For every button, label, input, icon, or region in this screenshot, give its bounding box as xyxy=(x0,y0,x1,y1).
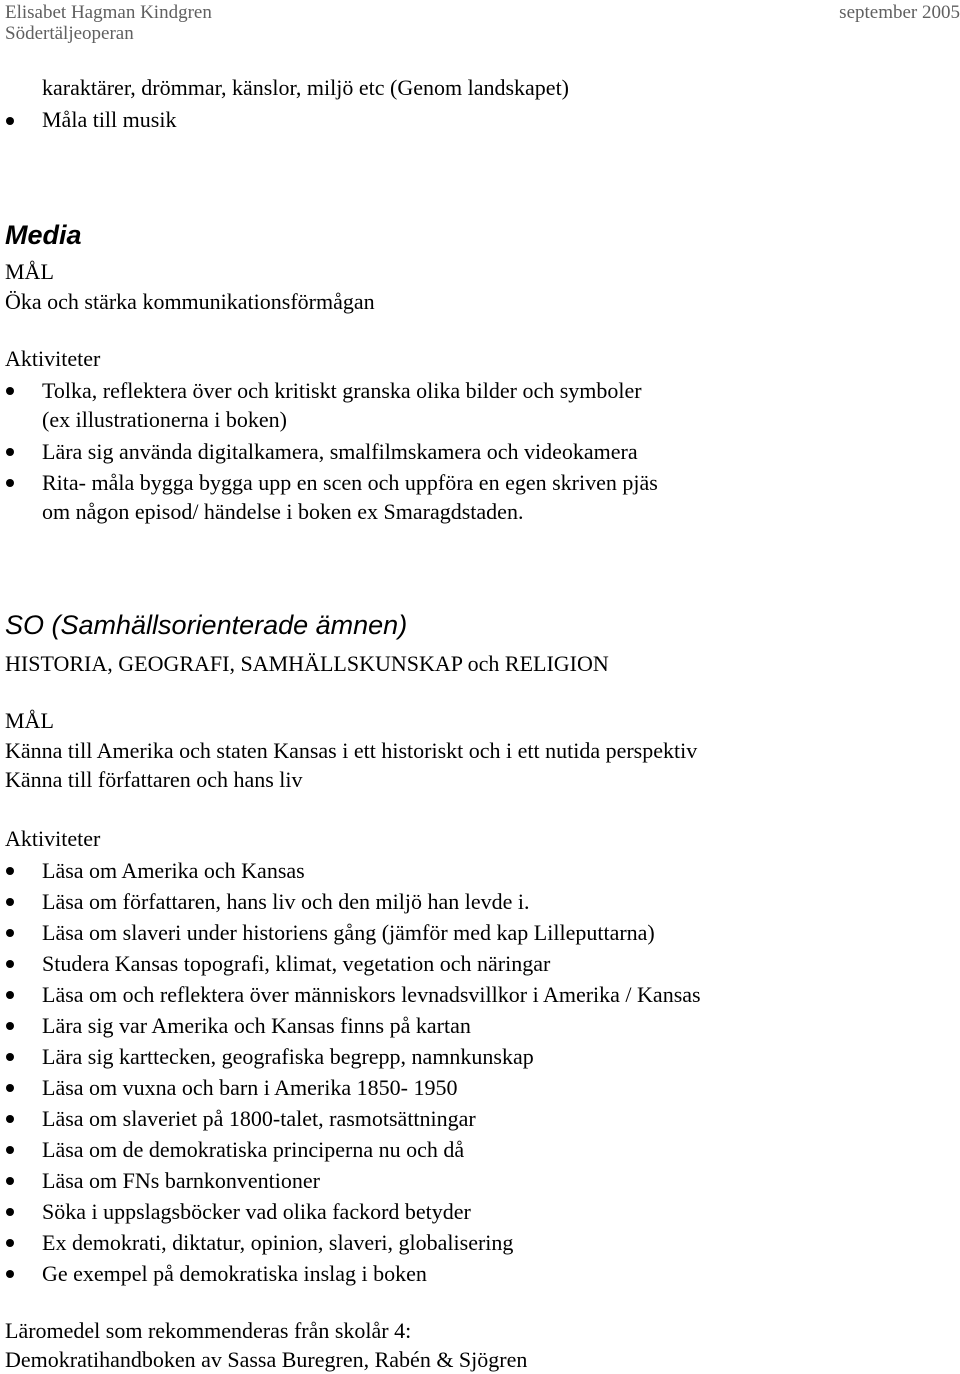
media-goal-heading: MÅL xyxy=(5,259,54,284)
list-item: Läsa om författaren, hans liv och den miljö han levde i. xyxy=(42,889,530,914)
list-item-continuation: om någon episod/ händelse i boken ex Smaragdstaden. xyxy=(42,499,524,524)
list-item: Läsa om de demokratiska principerna nu och då xyxy=(42,1137,465,1162)
list-item-continuation: (ex illustrationerna i boken) xyxy=(42,407,287,432)
bullet-icon xyxy=(6,1239,14,1247)
materials-item: Demokratihandboken av Sassa Buregren, Rabén & Sjögren xyxy=(5,1347,528,1372)
header-date: september 2005 xyxy=(839,2,960,23)
media-activities-heading: Aktiviteter xyxy=(5,346,101,371)
list-item: Läsa om och reflektera över människors levnadsvillkor i Amerika / Kansas xyxy=(42,982,701,1007)
bullet-icon xyxy=(6,448,14,456)
header-author: Elisabet Hagman Kindgren xyxy=(5,2,212,23)
bullet-icon xyxy=(6,929,14,937)
list-item: Läsa om vuxna och barn i Amerika 1850- 1950 xyxy=(42,1075,458,1100)
bullet-icon xyxy=(6,1022,14,1030)
list-item: Ex demokrati, diktatur, opinion, slaveri, globalisering xyxy=(42,1230,514,1255)
list-item: Ge exempel på demokratiska inslag i boken xyxy=(42,1261,427,1286)
so-goal-item: Känna till Amerika och staten Kansas i ett historiskt och i ett nutida perspektiv xyxy=(5,738,698,763)
bullet-icon xyxy=(6,387,14,395)
bullet-icon xyxy=(6,1053,14,1061)
list-item: Lära sig använda digitalkamera, smalfilmskamera och videokamera xyxy=(42,439,638,464)
list-item: Läsa om slaveriet på 1800-talet, rasmotsättningar xyxy=(42,1106,476,1131)
bullet-icon xyxy=(6,1146,14,1154)
bullet-icon xyxy=(6,898,14,906)
list-item: Måla till musik xyxy=(42,107,177,132)
list-item: Lära sig var Amerika och Kansas finns på kartan xyxy=(42,1013,471,1038)
list-item: Söka i uppslagsböcker vad olika fackord betyder xyxy=(42,1199,471,1224)
list-item: Studera Kansas topografi, klimat, vegetation och näringar xyxy=(42,951,551,976)
list-item: Lära sig karttecken, geografiska begrepp, namnkunskap xyxy=(42,1044,534,1069)
so-goal-item: Känna till författaren och hans liv xyxy=(5,767,303,792)
so-heading: SO (Samhällsorienterade ämnen) xyxy=(5,610,408,640)
media-heading: Media xyxy=(5,220,82,250)
bullet-icon xyxy=(6,1270,14,1278)
so-activities-heading: Aktiviteter xyxy=(5,826,101,851)
bullet-icon xyxy=(6,479,14,487)
bullet-icon xyxy=(6,960,14,968)
so-goal-heading: MÅL xyxy=(5,708,54,733)
list-item: Läsa om slaveri under historiens gång (jämför med kap Lilleputtarna) xyxy=(42,920,655,945)
bullet-icon xyxy=(6,1115,14,1123)
materials-intro: Läromedel som rekommenderas från skolår 4: xyxy=(5,1318,412,1343)
so-subjects: HISTORIA, GEOGRAFI, SAMHÄLLSKUNSKAP och RELIGION xyxy=(5,651,609,676)
bullet-icon xyxy=(6,1208,14,1216)
bullet-icon xyxy=(6,117,14,125)
list-item: Tolka, reflektera över och kritiskt granska olika bilder och symboler xyxy=(42,378,642,403)
list-item: Läsa om Amerika och Kansas xyxy=(42,858,305,883)
bullet-icon xyxy=(6,1084,14,1092)
bullet-icon xyxy=(6,991,14,999)
bullet-icon xyxy=(6,1177,14,1185)
list-item: Rita- måla bygga bygga upp en scen och uppföra en egen skriven pjäs xyxy=(42,470,658,495)
bullet-icon xyxy=(6,867,14,875)
continued-text: karaktärer, drömmar, känslor, miljö etc (Genom landskapet) xyxy=(42,75,570,100)
list-item: Läsa om FNs barnkonventioner xyxy=(42,1168,320,1193)
media-goal-text: Öka och stärka kommunikationsförmågan xyxy=(5,289,375,314)
page-header xyxy=(0,0,960,50)
header-opera: Södertäljeoperan xyxy=(5,23,134,44)
